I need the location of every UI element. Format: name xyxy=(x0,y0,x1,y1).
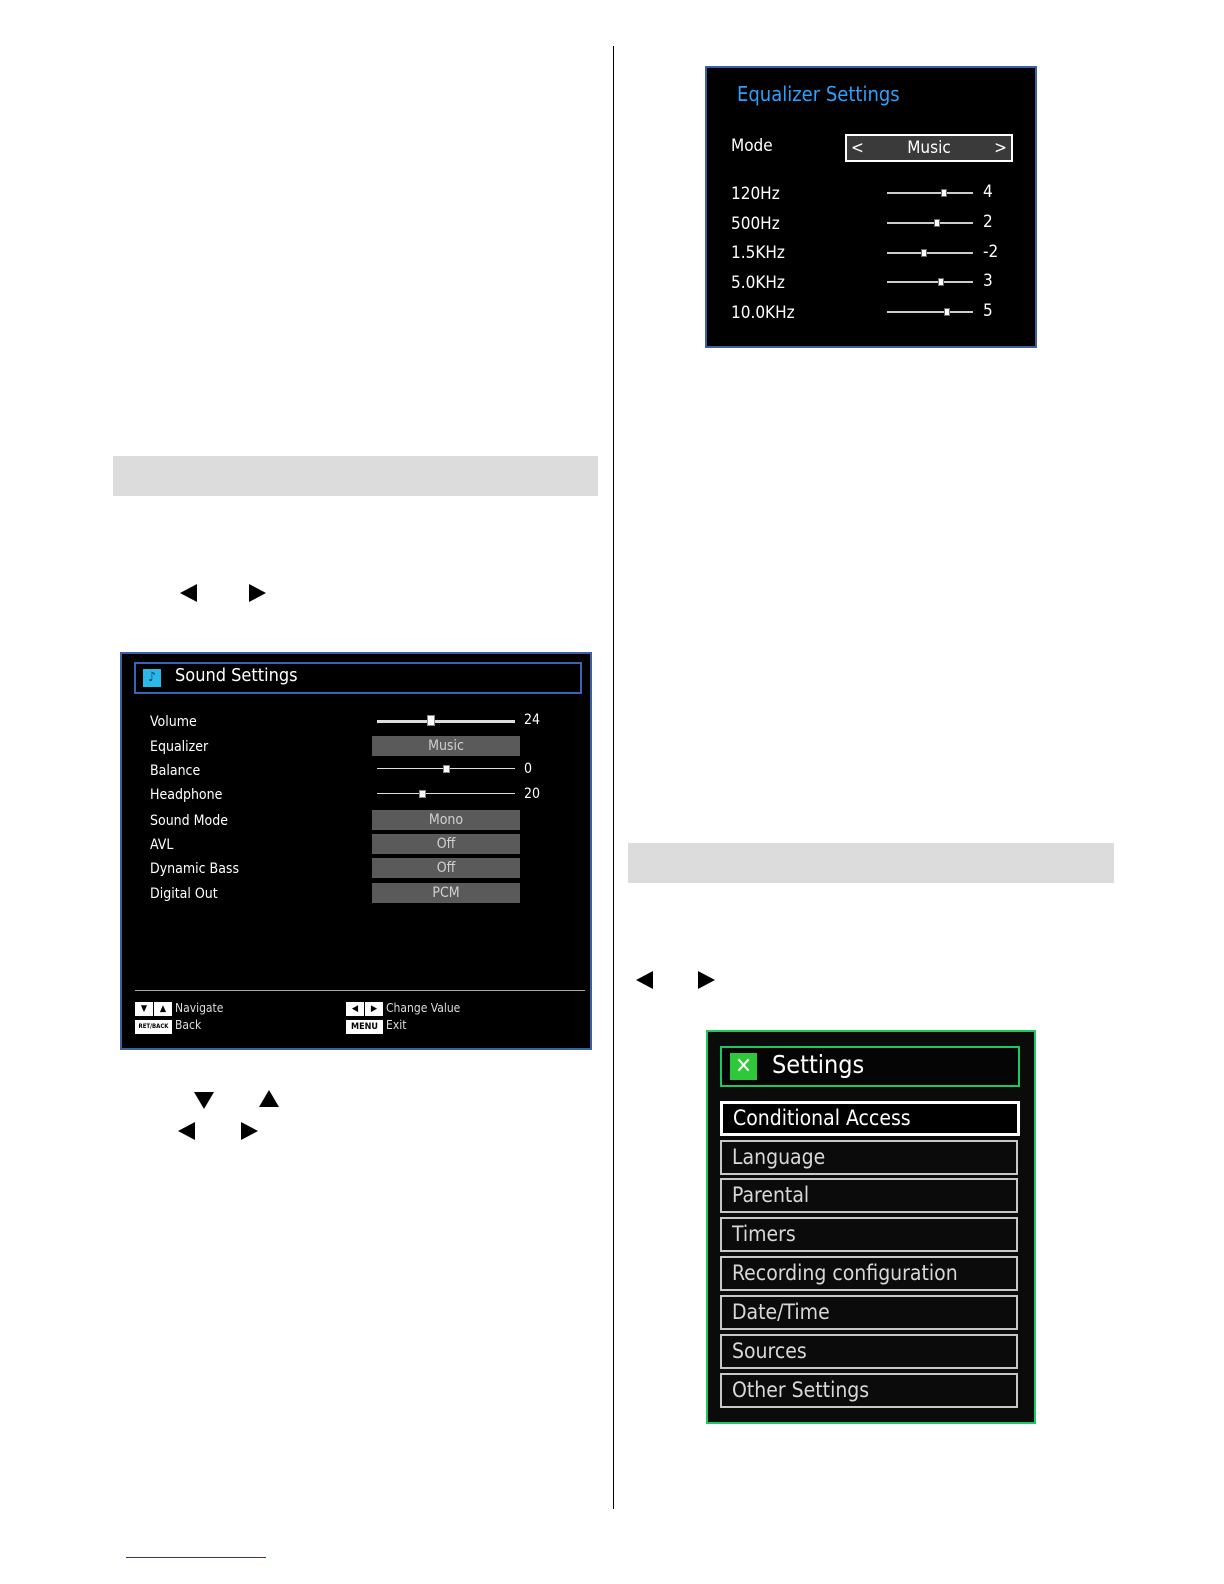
band-knob-1-5khz[interactable] xyxy=(921,249,927,257)
left-arrow-icon xyxy=(178,1122,195,1140)
equalizer-label: Equalizer xyxy=(150,739,209,755)
band-label-120hz: 120Hz xyxy=(731,184,780,204)
dynamic-bass-value[interactable]: Off xyxy=(372,858,520,878)
mode-label: Mode xyxy=(731,136,773,156)
section-header-bar-left xyxy=(113,456,598,496)
volume-slider-knob[interactable] xyxy=(427,715,435,726)
band-value-120hz: 4 xyxy=(983,182,993,202)
band-knob-500hz[interactable] xyxy=(934,219,940,227)
equalizer-value[interactable]: Music xyxy=(372,736,520,756)
dynamic-bass-label: Dynamic Bass xyxy=(150,861,240,877)
band-label-500hz: 500Hz xyxy=(731,214,780,234)
down-key-icon: ▼ xyxy=(135,1002,153,1016)
chevron-left-icon[interactable]: < xyxy=(851,138,864,158)
exit-hint: Exit xyxy=(386,1018,407,1032)
sound-mode-label: Sound Mode xyxy=(150,813,228,829)
band-knob-10-0khz[interactable] xyxy=(944,308,950,316)
sound-settings-menu xyxy=(120,652,592,1050)
retback-key-icon: RET/BACK xyxy=(135,1020,172,1034)
band-value-1-5khz: -2 xyxy=(983,242,999,262)
mode-value: Music xyxy=(907,138,951,158)
menu-item-sources[interactable]: Sources xyxy=(720,1334,1018,1369)
band-slider-10-0khz[interactable] xyxy=(887,311,973,313)
right-arrow-icon xyxy=(241,1122,258,1140)
digital-out-label: Digital Out xyxy=(150,886,218,902)
band-knob-5-0khz[interactable] xyxy=(938,278,944,286)
sound-icon: ♪ xyxy=(143,669,161,687)
balance-label: Balance xyxy=(150,763,201,779)
sound-settings-title: Sound Settings xyxy=(175,665,298,686)
menu-item-timers[interactable]: Timers xyxy=(720,1217,1018,1252)
headphone-slider[interactable] xyxy=(377,793,515,794)
mode-selector[interactable] xyxy=(845,134,1013,162)
left-key-icon: ◀ xyxy=(346,1002,364,1016)
equalizer-title: Equalizer Settings xyxy=(737,82,900,106)
headphone-value: 20 xyxy=(524,786,541,802)
right-arrow-icon xyxy=(698,971,715,989)
back-hint: Back xyxy=(175,1018,202,1032)
band-value-5-0khz: 3 xyxy=(983,271,993,291)
headphone-slider-knob[interactable] xyxy=(419,790,426,798)
left-arrow-icon xyxy=(180,584,197,602)
band-knob-120hz[interactable] xyxy=(941,189,947,197)
navigate-hint: Navigate xyxy=(175,1001,224,1015)
volume-value: 24 xyxy=(524,712,541,728)
menu-item-recording-configuration[interactable]: Recording configuration xyxy=(720,1256,1018,1291)
menu-item-date-time[interactable]: Date/Time xyxy=(720,1295,1018,1330)
footer-rule xyxy=(126,1557,266,1558)
volume-slider[interactable] xyxy=(377,720,515,723)
section-header-bar-right xyxy=(628,843,1114,883)
menu-key-icon: MENU xyxy=(346,1020,383,1034)
menu-item-conditional-access[interactable]: Conditional Access xyxy=(720,1101,1020,1136)
column-divider xyxy=(613,46,614,1509)
sound-settings-title-bar xyxy=(134,662,582,694)
settings-title-bar xyxy=(720,1046,1020,1087)
menu-item-other-settings[interactable]: Other Settings xyxy=(720,1373,1018,1408)
equalizer-settings-menu xyxy=(705,66,1037,348)
menu-item-parental[interactable]: Parental xyxy=(720,1178,1018,1213)
right-arrow-icon xyxy=(249,584,266,602)
settings-title: Settings xyxy=(772,1050,865,1079)
avl-label: AVL xyxy=(150,837,174,853)
band-slider-500hz[interactable] xyxy=(887,222,973,224)
tools-icon: ✕ xyxy=(730,1053,757,1080)
headphone-label: Headphone xyxy=(150,787,223,803)
balance-slider-knob[interactable] xyxy=(443,765,450,773)
band-value-500hz: 2 xyxy=(983,212,993,232)
footer-divider xyxy=(135,990,585,991)
left-arrow-icon xyxy=(636,971,653,989)
chevron-right-icon[interactable]: > xyxy=(994,138,1007,158)
volume-label: Volume xyxy=(150,714,197,730)
digital-out-value[interactable]: PCM xyxy=(372,883,520,903)
avl-value[interactable]: Off xyxy=(372,834,520,854)
band-slider-120hz[interactable] xyxy=(887,192,973,194)
band-value-10-0khz: 5 xyxy=(983,301,993,321)
balance-value: 0 xyxy=(524,761,533,777)
change-value-hint: Change Value xyxy=(386,1001,461,1015)
up-key-icon: ▲ xyxy=(154,1002,172,1016)
band-label-1-5khz: 1.5KHz xyxy=(731,243,785,263)
sound-mode-value[interactable]: Mono xyxy=(372,810,520,830)
band-label-5-0khz: 5.0KHz xyxy=(731,273,785,293)
settings-menu xyxy=(706,1030,1036,1424)
right-key-icon: ▶ xyxy=(365,1002,383,1016)
band-slider-5-0khz[interactable] xyxy=(887,281,973,283)
up-arrow-icon xyxy=(259,1090,279,1107)
down-arrow-icon xyxy=(194,1092,214,1109)
band-label-10-0khz: 10.0KHz xyxy=(731,303,795,323)
band-slider-1-5khz[interactable] xyxy=(887,252,973,254)
menu-item-language[interactable]: Language xyxy=(720,1140,1018,1175)
